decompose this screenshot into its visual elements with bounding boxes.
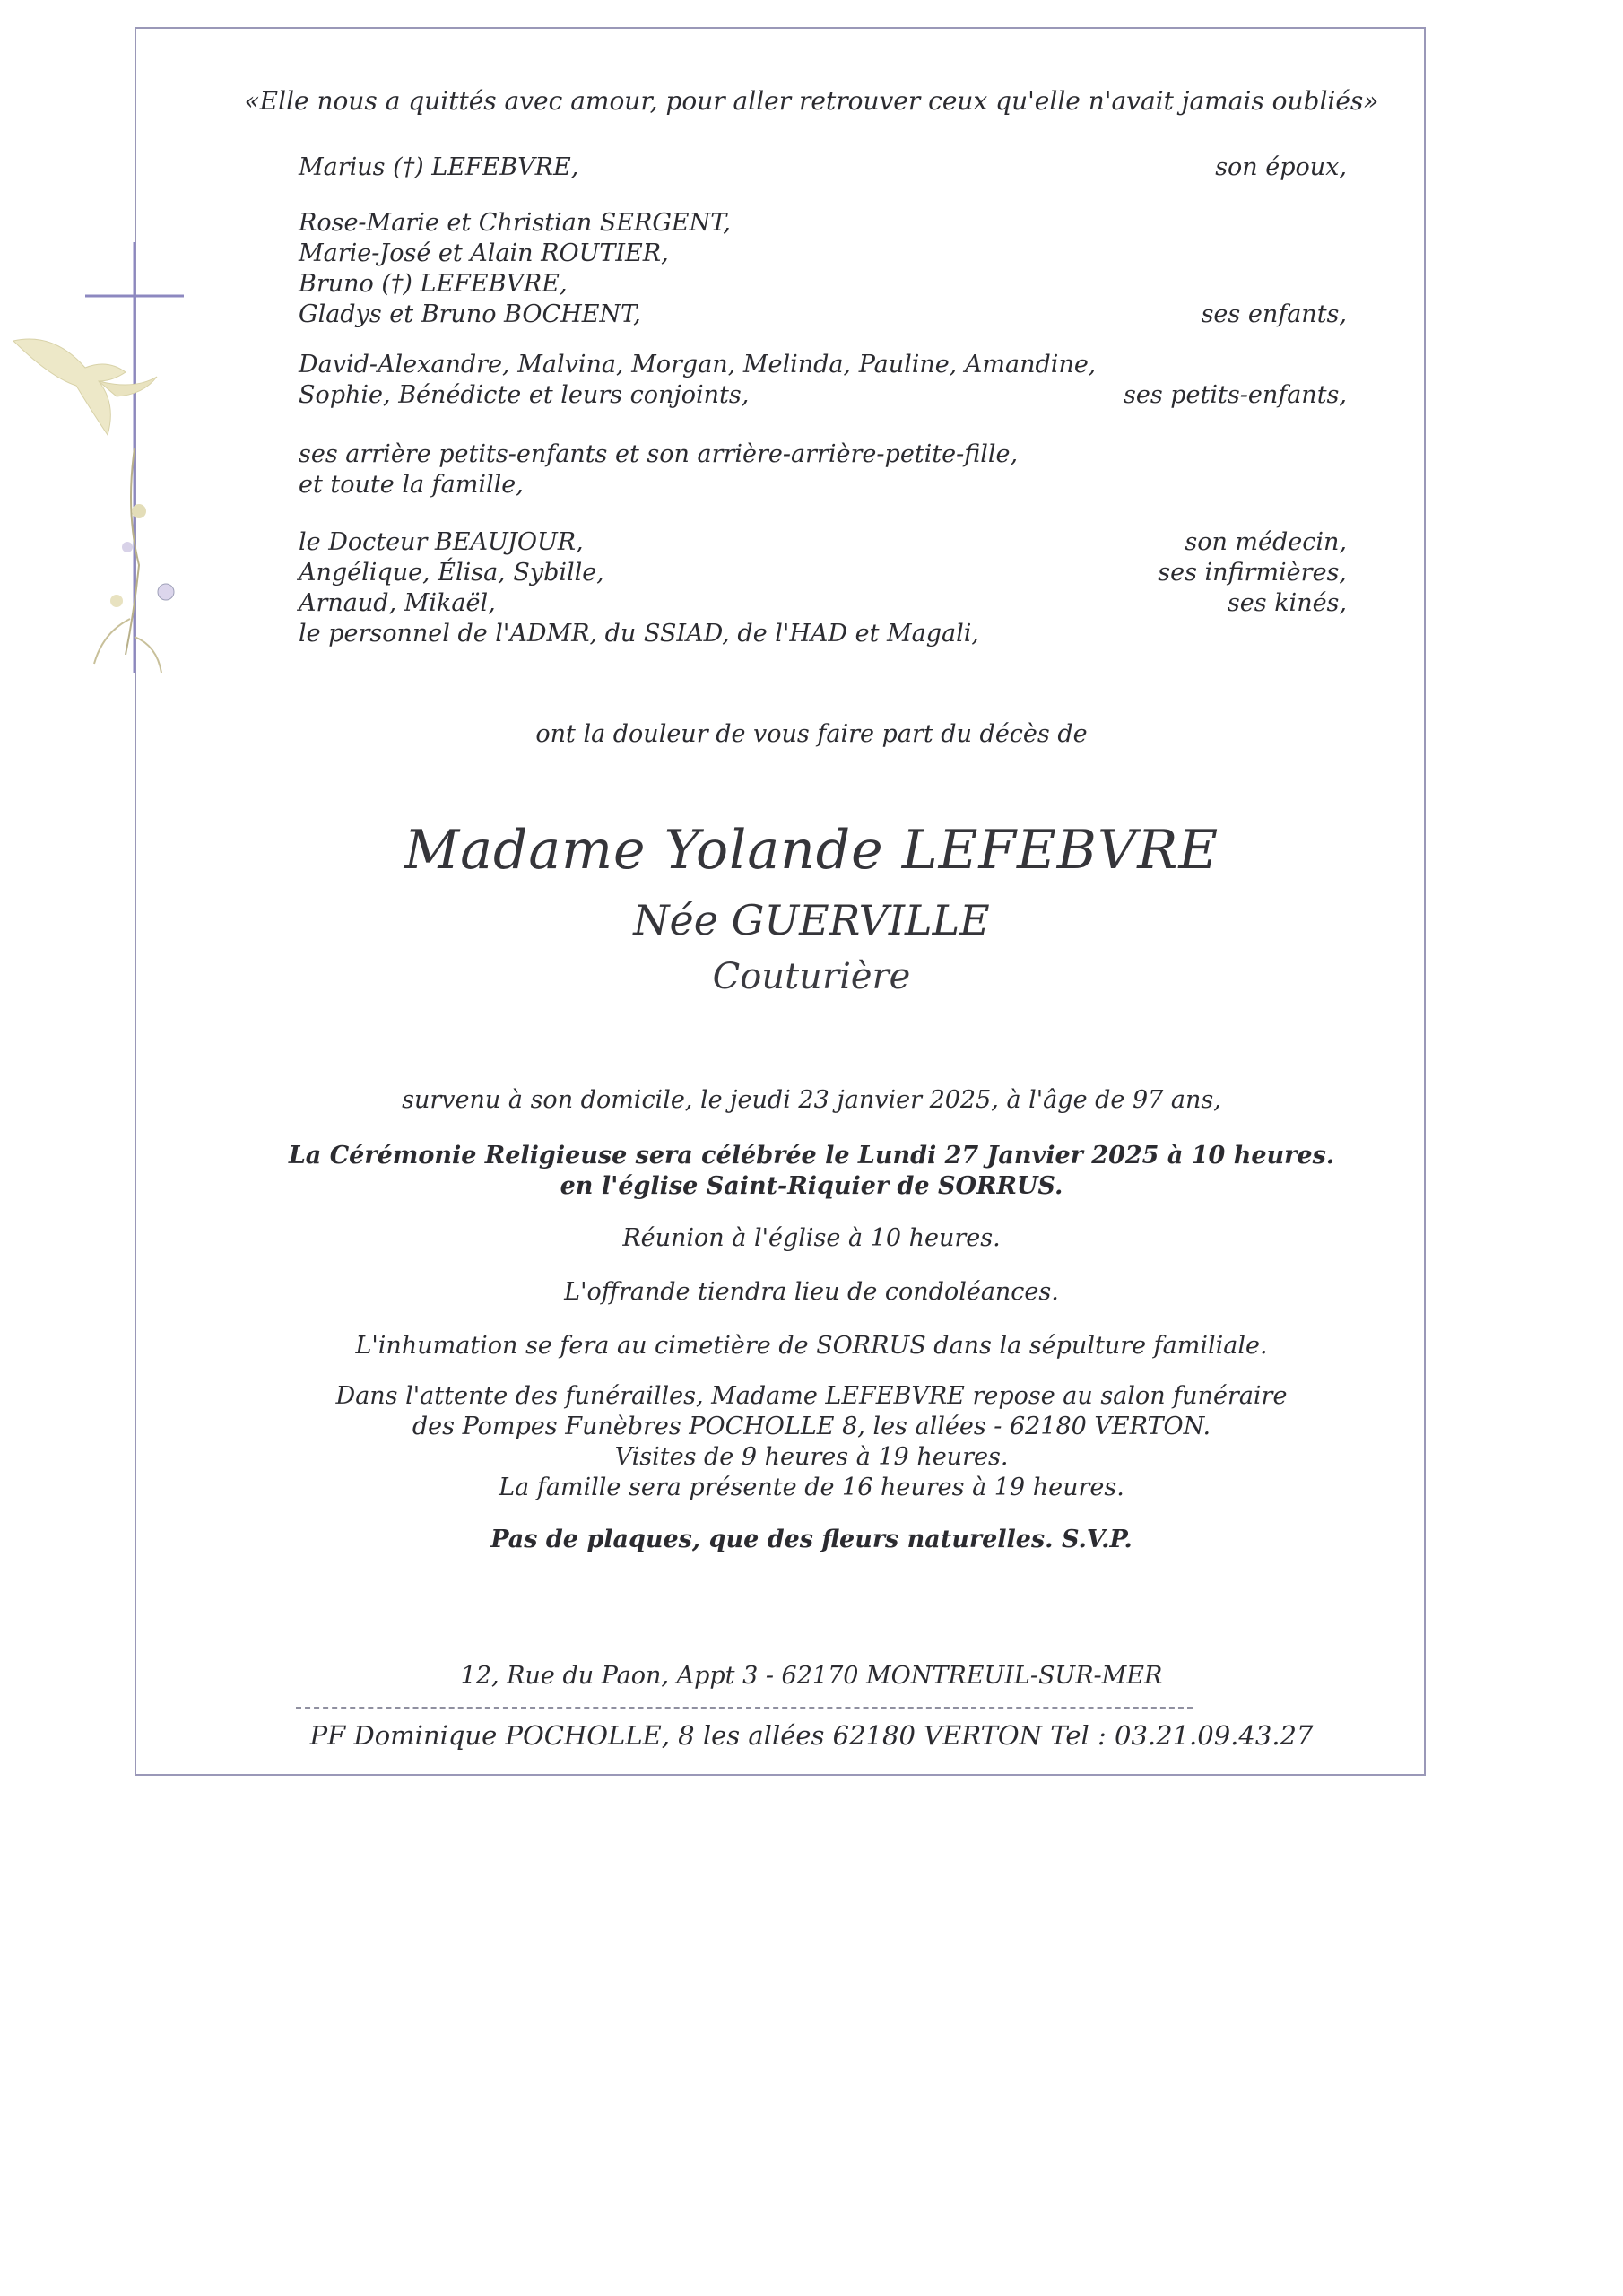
home-address: 12, Rue du Paon, Appt 3 - 62170 MONTREUIL-SUR-MER [460,1662,1163,1690]
divider [296,1707,1193,1709]
funeral-home-footer: PF Dominique POCHOLLE, 8 les allées 62180 VERTON Tel : 03.21.09.43.27 [309,1720,1314,1751]
care-line: Angélique, Élisa, Sybille, [299,559,604,587]
cross-dove-icon [0,224,206,691]
care-relation: ses kinés, [1227,589,1347,617]
care-line: le Docteur BEAUJOUR, [299,528,584,556]
care-relation: ses infirmières, [1158,559,1347,587]
rest-line: La famille sera présente de 16 heures à 19 heures. [499,1474,1124,1501]
ceremony-line: La Cérémonie Religieuse sera célébrée le Lundi 27 Janvier 2025 à 10 heures. [288,1142,1335,1170]
profession: Couturière [712,956,911,997]
burial-info: L'inhumation se fera au cimetière de SORRUS dans la sépulture familiale. [355,1332,1268,1360]
children-relation: ses enfants, [1201,300,1347,328]
spouse-name: Marius (†) LEFEBVRE, [299,153,579,181]
care-relation: son médecin, [1185,528,1347,556]
care-line: le personnel de l'ADMR, du SSIAD, de l'HAD et Magali, [299,620,979,648]
great-grandchild-line: ses arrière petits-enfants et son arrière-arrière-petite-fille, [299,440,1019,468]
maiden-name: Née GUERVILLE [633,896,990,944]
great-grandchild-line: et toute la famille, [299,471,524,499]
grandchild-line: David-Alexandre, Malvina, Morgan, Melinda, Pauline, Amandine, [299,351,1097,378]
flowers-note: Pas de plaques, que des fleurs naturelles. S.V.P. [490,1526,1133,1553]
rest-line: des Pompes Funèbres POCHOLLE 8, les allées - 62180 VERTON. [412,1413,1211,1440]
child-line: Marie-José et Alain ROUTIER, [299,239,669,267]
offering-info: L'offrande tiendra lieu de condoléances. [564,1278,1059,1306]
child-line: Rose-Marie et Christian SERGENT, [299,209,731,237]
care-line: Arnaud, Mikaël, [299,589,496,617]
grandchildren-relation: ses petits-enfants, [1124,381,1347,409]
death-details: survenu à son domicile, le jeudi 23 janvier 2025, à l'âge de 97 ans, [402,1086,1221,1114]
meeting-info: Réunion à l'église à 10 heures. [622,1224,1001,1252]
rest-line: Visites de 9 heures à 19 heures. [614,1443,1009,1471]
rest-line: Dans l'attente des funérailles, Madame LEFEBVRE repose au salon funéraire [335,1382,1288,1410]
ceremony-place: en l'église Saint-Riquier de SORRUS. [560,1172,1063,1200]
child-line: Bruno (†) LEFEBVRE, [299,270,568,298]
deceased-name: Madame Yolande LEFEBVRE [404,819,1219,882]
announcement: ont la douleur de vous faire part du décès de [535,720,1088,748]
child-line: Gladys et Bruno BOCHENT, [299,300,641,328]
spouse-relation: son époux, [1215,153,1347,181]
quote: «Elle nous a quittés avec amour, pour aller retrouver ceux qu'elle n'avait jamais oubliés» [244,86,1379,116]
grandchild-line: Sophie, Bénédicte et leurs conjoints, [299,381,750,409]
